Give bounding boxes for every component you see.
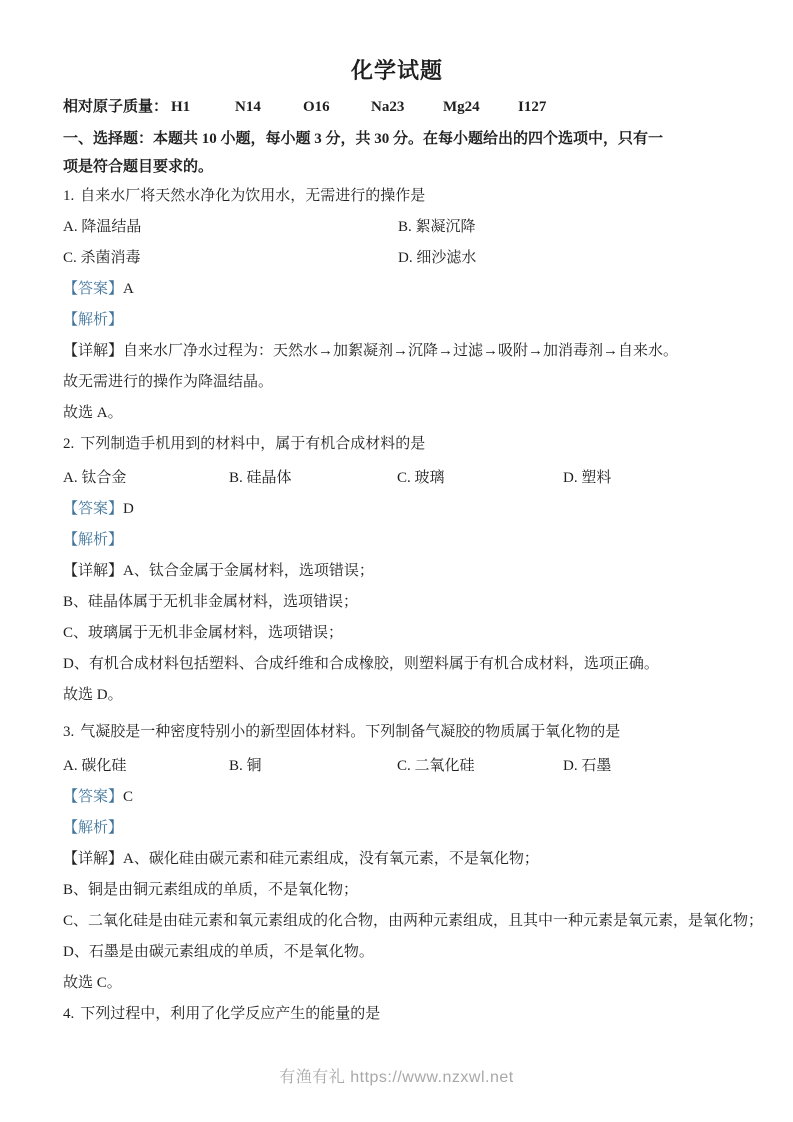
analysis-label: 【解析】 [63,312,124,328]
atomic-mass-line [63,96,731,118]
question-text: 下列制造手机用到的材料中，属于有机合成材料的是 [80,436,426,452]
atomic-mass-value: O16 [303,99,330,115]
option-a: A. 碳化硅 [63,758,127,774]
question-2-stem [63,429,731,460]
question-2-answer-line [63,494,731,525]
atomic-mass-value: N14 [235,99,261,115]
question-number: 3. [63,724,75,740]
analysis-label: 【解析】 [63,532,124,548]
explanation-line: C、玻璃属于无机非金属材料，选项错误； [63,625,344,641]
question-3-stem [63,717,731,748]
explanation-line: 故选 D。 [63,687,123,703]
section-header-line1: 一、选择题：本题共 10 小题，每小题 3 分，共 30 分。在每小题给出的四个选项中，只有一 [63,131,664,147]
question-number: 4. [63,1006,75,1022]
option-b: B. 絮凝沉降 [398,219,476,235]
option-c: C. 玻璃 [397,470,445,486]
answer-value: D [123,501,134,517]
option-b: B. 硅晶体 [229,470,292,486]
option-a: A. 钛合金 [63,470,127,486]
footer-watermark: 有渔有礼 https://www.nzxwl.net [279,1069,514,1086]
question-4-stem [63,999,731,1030]
explanation-line: 【详解】A、碳化硅由碳元素和硅元素组成，没有氧元素，不是氧化物； [63,851,539,867]
explanation-line: B、硅晶体属于无机非金属材料，选项错误； [63,594,359,610]
analysis-label: 【解析】 [63,820,124,836]
answer-label: 【答案】 [63,501,124,517]
document-content [63,56,764,1030]
question-number: 2. [63,436,75,452]
question-1-analysis-line [63,305,731,336]
question-1-stem [63,181,731,212]
question-1-answer-line [63,274,731,305]
atomic-mass-value: I127 [518,99,547,115]
question-text: 自来水厂将天然水净化为饮用水，无需进行的操作是 [80,188,426,204]
option-d: D. 塑料 [563,470,612,486]
question-1-options-row [63,243,731,274]
section-header [63,126,731,181]
question-text: 气凝胶是一种密度特别小的新型固体材料。下列制备气凝胶的物质属于氧化物的是 [80,724,621,740]
option-c: C. 杀菌消毒 [63,250,141,266]
atomic-mass-value: Na23 [371,99,405,115]
explanation-line: D、石墨是由碳元素组成的单质，不是氧化物。 [63,944,374,960]
explanation-line: C、二氧化硅是由硅元素和氧元素组成的化合物，由两种元素组成，且其中一种元素是氧元素，是氧化物； [63,913,764,929]
atomic-mass-label: 相对原子质量： [63,99,169,115]
explanation-line: 【详解】A、钛合金属于金属材料，选项错误； [63,563,374,579]
option-c: C. 二氧化硅 [397,758,475,774]
page-title: 化学试题 [350,58,443,83]
option-d: D. 石墨 [563,758,612,774]
question-3-options-row [63,751,731,782]
section-header-line2: 项是符合题目要求的。 [63,158,214,175]
option-b: B. 铜 [229,758,262,774]
answer-value: A [123,281,134,297]
question-2-options-row [63,463,731,494]
explanation-line: 故选 A。 [63,405,123,421]
explanation-line: 【详解】自来水厂净水过程为：天然水→加絮凝剂→沉降→过滤→吸附→加消毒剂→自来水。 [63,343,679,359]
explanation-line: B、铜是由铜元素组成的单质，不是氧化物； [63,882,359,898]
question-number: 1. [63,188,75,204]
atomic-mass-value: H1 [171,99,191,115]
option-d: D. 细沙滤水 [398,250,477,266]
question-2-analysis-line [63,525,731,556]
question-1-options-row [63,212,731,243]
question-text: 下列过程中，利用了化学反应产生的能量的是 [80,1006,381,1022]
answer-label: 【答案】 [63,281,124,297]
answer-value: C [123,789,134,805]
explanation-line: 故无需进行的操作为降温结晶。 [63,374,274,390]
atomic-mass-value: Mg24 [443,99,480,115]
explanation-line: D、有机合成材料包括塑料、合成纤维和合成橡胶，则塑料属于有机合成材料，选项正确。 [63,656,659,672]
question-3-analysis-line [63,813,731,844]
option-a: A. 降温结晶 [63,219,142,235]
answer-label: 【答案】 [63,789,124,805]
explanation-line: 故选 C。 [63,975,122,991]
question-3-answer-line [63,782,731,813]
